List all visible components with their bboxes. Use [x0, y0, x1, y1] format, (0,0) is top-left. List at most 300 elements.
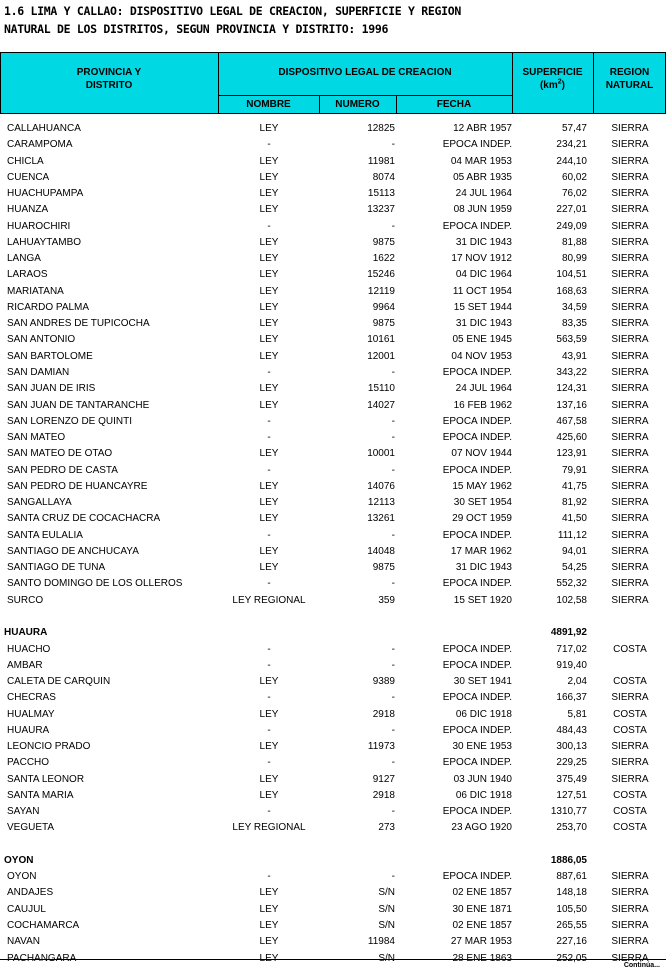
dispositivo-numero: 9875 — [372, 236, 395, 248]
table-row — [0, 398, 666, 414]
dispositivo-nombre: LEY — [259, 123, 279, 134]
dispositivo-numero: - — [391, 692, 395, 704]
district-name: HUALMAY — [7, 708, 55, 720]
dispositivo-nombre: - — [267, 578, 271, 590]
table-row — [0, 479, 666, 495]
region-value: SIERRA — [611, 253, 649, 265]
region-value: SIERRA — [611, 529, 649, 541]
district-name: SAN MATEO DE OTAO — [7, 448, 113, 460]
dispositivo-nombre: - — [267, 643, 271, 655]
table-row — [0, 739, 666, 755]
dispositivo-nombre: LEY — [259, 171, 279, 183]
superficie-value: 76,02 — [561, 188, 587, 200]
district-name: SAN BARTOLOME — [7, 350, 93, 362]
dispositivo-numero: 1622 — [372, 253, 395, 265]
district-name: SANTA LEONOR — [7, 773, 85, 785]
dispositivo-fecha: EPOCA INDEP. — [442, 757, 512, 769]
dispositivo-fecha: 31 DIC 1943 — [455, 236, 512, 248]
header-bottom-border — [0, 113, 666, 114]
table-row — [0, 707, 666, 723]
dispositivo-fecha: 07 NOV 1944 — [451, 448, 512, 460]
table-row — [0, 235, 666, 251]
region-value: SIERRA — [611, 383, 649, 395]
region-value: COSTA — [613, 822, 647, 834]
dispositivo-numero: 9875 — [372, 562, 395, 574]
dispositivo-fecha: 06 DIC 1918 — [455, 789, 512, 801]
dispositivo-nombre: LEY — [259, 480, 279, 492]
superficie-value: 887,61 — [556, 871, 587, 883]
dispositivo-nombre: LEY — [259, 253, 279, 265]
superficie-value: 425,60 — [556, 432, 587, 444]
superficie-value: 79,91 — [561, 464, 587, 476]
header-region — [593, 66, 666, 92]
superficie-value: 552,32 — [556, 578, 587, 590]
superficie-value: 265,55 — [556, 920, 587, 932]
table-row — [0, 528, 666, 544]
dispositivo-nombre: - — [267, 724, 271, 736]
table-row — [0, 755, 666, 771]
superficie-value: 104,51 — [556, 269, 587, 281]
dispositivo-nombre: LEY — [259, 562, 279, 574]
region-value: SIERRA — [611, 497, 649, 509]
district-name: RICARDO PALMA — [7, 301, 90, 313]
district-name: SAN MATEO — [7, 432, 66, 444]
dispositivo-numero: - — [391, 432, 395, 444]
region-value: SIERRA — [611, 399, 649, 411]
district-name: HUAROCHIRI — [7, 220, 71, 232]
superficie-value: 123,91 — [556, 448, 587, 460]
dispositivo-fecha: 30 SET 1954 — [453, 497, 512, 509]
superficie-value: 229,25 — [556, 757, 587, 769]
dispositivo-fecha: EPOCA INDEP. — [442, 415, 512, 427]
dispositivo-numero: - — [391, 529, 395, 541]
region-value: SIERRA — [611, 594, 649, 606]
header-region-line2: NATURAL — [605, 80, 654, 91]
region-value: SIERRA — [611, 757, 649, 769]
header-numero: NUMERO — [335, 99, 380, 110]
dispositivo-nombre: - — [267, 432, 271, 444]
dispositivo-fecha: EPOCA INDEP. — [442, 643, 512, 655]
superficie-value: 41,50 — [561, 513, 587, 525]
district-name: AMBAR — [7, 659, 43, 671]
dispositivo-nombre: LEY — [259, 920, 279, 932]
region-value: SIERRA — [611, 887, 649, 899]
region-value: COSTA — [613, 643, 647, 655]
dispositivo-numero: 2918 — [372, 789, 395, 801]
dispositivo-fecha: 24 JUL 1964 — [455, 188, 512, 200]
dispositivo-nombre: LEY — [259, 936, 279, 948]
district-name: SAN PEDRO DE CASTA — [7, 464, 118, 476]
dispositivo-nombre: LEY — [259, 676, 279, 688]
dispositivo-nombre: LEY — [259, 236, 279, 248]
superficie-value: 43,91 — [561, 350, 587, 362]
dispositivo-numero: - — [391, 871, 395, 883]
superficie-value: 80,99 — [561, 253, 587, 265]
dispositivo-fecha: 04 DIC 1964 — [455, 269, 512, 281]
dispositivo-nombre: LEY — [259, 350, 279, 362]
table-row — [0, 918, 666, 934]
header-provincia-line1: PROVINCIA Y — [76, 67, 142, 78]
superficie-value: 111,12 — [557, 529, 587, 541]
region-value: SIERRA — [611, 448, 649, 460]
region-value: SIERRA — [611, 903, 649, 915]
table-row — [0, 186, 666, 202]
table-row — [0, 869, 666, 885]
region-value: SIERRA — [611, 366, 649, 378]
dispositivo-numero: 14027 — [367, 399, 395, 411]
dispositivo-numero: - — [391, 806, 395, 818]
region-value: COSTA — [613, 789, 647, 801]
district-name: LAHUAYTAMBO — [7, 236, 82, 248]
region-value: SIERRA — [611, 123, 649, 134]
dispositivo-fecha: 12 ABR 1957 — [453, 123, 512, 134]
dispositivo-fecha: EPOCA INDEP. — [442, 432, 512, 444]
dispositivo-numero: 12001 — [367, 350, 395, 362]
dispositivo-numero: 12113 — [367, 497, 395, 509]
district-name: HUANZA — [7, 204, 49, 216]
region-value: SIERRA — [611, 334, 649, 346]
dispositivo-fecha: 27 MAR 1953 — [450, 936, 512, 948]
header-superficie-unit — [512, 79, 593, 92]
table-row — [0, 332, 666, 348]
superficie-value: 919,40 — [556, 659, 587, 671]
dispositivo-numero: 11984 — [367, 936, 395, 948]
district-name: VEGUETA — [7, 822, 55, 834]
superficie-value: 105,50 — [556, 903, 587, 915]
superficie-value: 249,09 — [556, 220, 587, 232]
dispositivo-fecha: 16 FEB 1962 — [453, 399, 512, 411]
dispositivo-numero: 10001 — [367, 448, 395, 460]
dispositivo-nombre: LEY — [259, 301, 279, 313]
region-value: SIERRA — [611, 188, 649, 200]
district-name: PACCHO — [7, 757, 50, 769]
dispositivo-nombre: - — [267, 464, 271, 476]
region-value: SIERRA — [611, 545, 649, 557]
superficie-value: 1886,05 — [550, 854, 587, 866]
dispositivo-numero: 8074 — [372, 171, 395, 183]
district-name: SANTIAGO DE TUNA — [7, 562, 106, 574]
dispositivo-numero: 14048 — [367, 545, 395, 557]
dispositivo-numero: - — [391, 643, 395, 655]
dispositivo-fecha: 30 SET 1941 — [453, 676, 512, 688]
superficie-value: 34,59 — [561, 301, 587, 313]
district-name: SAN JUAN DE IRIS — [7, 383, 96, 395]
dispositivo-nombre: LEY — [259, 513, 279, 525]
table-row — [0, 642, 666, 658]
region-value: SIERRA — [611, 871, 649, 883]
header-top-border — [0, 52, 666, 53]
dispositivo-fecha: EPOCA INDEP. — [442, 366, 512, 378]
dispositivo-fecha: EPOCA INDEP. — [442, 578, 512, 590]
district-name: CALLAHUANCA — [7, 123, 81, 134]
table-row — [0, 723, 666, 739]
dispositivo-nombre: LEY — [259, 155, 279, 167]
header-fecha: FECHA — [436, 99, 472, 110]
dispositivo-fecha: EPOCA INDEP. — [442, 659, 512, 671]
table-header — [0, 52, 666, 114]
region-value: COSTA — [613, 724, 647, 736]
superficie-value: 83,35 — [561, 318, 587, 330]
dispositivo-nombre: LEY — [259, 903, 279, 915]
dispositivo-numero: S/N — [378, 887, 395, 899]
region-value: SIERRA — [611, 562, 649, 574]
superficie-value: 102,58 — [556, 594, 587, 606]
region-value: SIERRA — [611, 350, 649, 362]
region-value: SIERRA — [611, 692, 649, 704]
region-value: SIERRA — [611, 513, 649, 525]
superficie-value: 60,02 — [561, 171, 587, 183]
region-value: SIERRA — [611, 432, 649, 444]
table-row — [0, 934, 666, 950]
dispositivo-numero: 14076 — [367, 480, 395, 492]
dispositivo-fecha: 04 MAR 1953 — [450, 155, 512, 167]
superficie-value: 467,58 — [556, 415, 587, 427]
district-name: SAYAN — [7, 806, 40, 818]
superficie-value: 137,16 — [556, 399, 587, 411]
dispositivo-fecha: 08 JUN 1959 — [453, 204, 512, 216]
dispositivo-fecha: 02 ENE 1857 — [452, 887, 512, 899]
table-row — [0, 219, 666, 235]
dispositivo-nombre: LEY — [259, 708, 279, 720]
table-body — [0, 121, 666, 967]
dispositivo-nombre: LEY — [259, 399, 279, 411]
region-value: SIERRA — [611, 920, 649, 932]
superficie-value: 57,47 — [561, 123, 587, 134]
region-value: SIERRA — [611, 464, 649, 476]
dispositivo-numero: - — [391, 139, 395, 151]
dispositivo-fecha: 04 NOV 1953 — [451, 350, 512, 362]
table-row — [0, 690, 666, 706]
dispositivo-fecha: EPOCA INDEP. — [442, 529, 512, 541]
dispositivo-nombre: LEY — [259, 334, 279, 346]
table-row — [0, 365, 666, 381]
table-row — [0, 674, 666, 690]
table-row — [0, 284, 666, 300]
region-value: SIERRA — [611, 741, 649, 753]
table-row — [0, 788, 666, 804]
superficie-value: 484,43 — [556, 724, 587, 736]
district-name: CUENCA — [7, 171, 50, 183]
superficie-value: 227,01 — [556, 204, 587, 216]
dispositivo-numero: 359 — [378, 594, 395, 606]
region-value: SIERRA — [611, 285, 649, 297]
table-row — [0, 121, 666, 137]
table-row — [0, 463, 666, 479]
dispositivo-fecha: 29 OCT 1959 — [452, 513, 512, 525]
superficie-value: 244,10 — [556, 155, 587, 167]
dispositivo-fecha: 02 ENE 1857 — [452, 920, 512, 932]
dispositivo-numero: 9964 — [372, 301, 395, 313]
table-bottom-border — [0, 959, 666, 960]
district-name: SAN DAMIAN — [7, 366, 70, 378]
header-dispositivo: DISPOSITIVO LEGAL DE CREACION — [278, 67, 452, 78]
district-name: OYON — [4, 854, 34, 866]
region-value: SIERRA — [611, 415, 649, 427]
dispositivo-numero: 15110 — [367, 383, 395, 395]
table-row — [0, 772, 666, 788]
district-name: LEONCIO PRADO — [7, 741, 91, 753]
table-row — [0, 902, 666, 918]
superficie-value: 2,04 — [567, 676, 587, 688]
dispositivo-numero: 11981 — [367, 155, 395, 167]
dispositivo-fecha: 15 SET 1920 — [453, 594, 512, 606]
dispositivo-numero: S/N — [378, 903, 395, 915]
dispositivo-numero: - — [391, 415, 395, 427]
table-row — [0, 593, 666, 609]
title-line-2: NATURAL DE LOS DISTRITOS, SEGUN PROVINCIA Y DISTRITO: 1996 — [4, 22, 389, 36]
district-name: SAN JUAN DE TANTARANCHE — [7, 399, 150, 411]
district-name: LANGA — [7, 253, 41, 265]
unit-close: ) — [561, 80, 566, 91]
dispositivo-fecha: 15 SET 1944 — [453, 301, 512, 313]
dispositivo-numero: 12825 — [367, 123, 395, 134]
dispositivo-fecha: 03 JUN 1940 — [453, 773, 512, 785]
dispositivo-numero: S/N — [378, 920, 395, 932]
header-sub-divider — [218, 95, 512, 96]
dispositivo-fecha: 15 MAY 1962 — [452, 480, 512, 492]
district-name: SANGALLAYA — [7, 497, 72, 509]
dispositivo-nombre: - — [267, 757, 271, 769]
dispositivo-nombre: - — [267, 220, 271, 232]
dispositivo-fecha: EPOCA INDEP. — [442, 806, 512, 818]
district-name: ANDAJES — [7, 887, 54, 899]
province-row — [0, 625, 666, 641]
dispositivo-nombre: LEY — [259, 188, 279, 200]
region-value: SIERRA — [611, 578, 649, 590]
table-row — [0, 381, 666, 397]
dispositivo-nombre: - — [267, 415, 271, 427]
dispositivo-numero: 2918 — [372, 708, 395, 720]
dispositivo-nombre: LEY — [259, 741, 279, 753]
district-name: HUAURA — [7, 724, 50, 736]
region-value: SIERRA — [611, 269, 649, 281]
district-name: CARAMPOMA — [7, 139, 73, 151]
table-row — [0, 837, 666, 853]
dispositivo-nombre: LEY — [259, 887, 279, 899]
dispositivo-fecha: 24 JUL 1964 — [455, 383, 512, 395]
district-name: CHICLA — [7, 155, 44, 167]
dispositivo-fecha: 06 DIC 1918 — [455, 708, 512, 720]
superficie-value: 343,22 — [556, 366, 587, 378]
dispositivo-fecha: 11 OCT 1954 — [452, 285, 512, 297]
header-region-line1: REGION — [609, 67, 650, 78]
dispositivo-nombre: LEY — [259, 773, 279, 785]
dispositivo-fecha: 05 ENE 1945 — [452, 334, 512, 346]
superficie-value: 234,21 — [556, 139, 587, 151]
dispositivo-fecha: EPOCA INDEP. — [442, 692, 512, 704]
superficie-value: 166,37 — [556, 692, 587, 704]
dispositivo-numero: 13261 — [367, 513, 395, 525]
region-value: SIERRA — [611, 773, 649, 785]
dispositivo-numero: - — [391, 659, 395, 671]
dispositivo-numero: - — [391, 578, 395, 590]
dispositivo-numero: 9389 — [372, 676, 395, 688]
dispositivo-nombre: - — [267, 529, 271, 541]
district-name: NAVAN — [7, 936, 40, 948]
dispositivo-fecha: EPOCA INDEP. — [442, 871, 512, 883]
dispositivo-numero: 15246 — [367, 269, 395, 281]
region-value: SIERRA — [611, 480, 649, 492]
dispositivo-numero: 273 — [378, 822, 395, 834]
header-nombre: NOMBRE — [246, 99, 291, 110]
dispositivo-fecha: 17 NOV 1912 — [451, 253, 512, 265]
province-row — [0, 853, 666, 869]
superficie-value: 54,25 — [561, 562, 587, 574]
table-row — [0, 495, 666, 511]
header-provincia — [0, 66, 218, 92]
header-superficie — [512, 66, 593, 92]
superficie-value: 253,70 — [556, 822, 587, 834]
dispositivo-fecha: 31 DIC 1943 — [455, 562, 512, 574]
table-row — [0, 820, 666, 836]
region-value: SIERRA — [611, 171, 649, 183]
table-row — [0, 267, 666, 283]
table-row — [0, 446, 666, 462]
table-row — [0, 154, 666, 170]
dispositivo-numero: 9875 — [372, 318, 395, 330]
dispositivo-nombre: LEY REGIONAL — [232, 594, 306, 606]
district-name: OYON — [7, 871, 37, 883]
table-row — [0, 414, 666, 430]
table-row — [0, 576, 666, 592]
header-provincia-line2: DISTRITO — [85, 80, 133, 91]
table-row — [0, 316, 666, 332]
dispositivo-numero: - — [391, 366, 395, 378]
region-value: SIERRA — [611, 936, 649, 948]
region-value: SIERRA — [611, 318, 649, 330]
dispositivo-fecha: EPOCA INDEP. — [442, 724, 512, 736]
dispositivo-nombre: - — [267, 139, 271, 151]
header-superficie-label: SUPERFICIE — [522, 67, 583, 78]
region-value: SIERRA — [611, 236, 649, 248]
continua-note: Continúa... — [623, 962, 660, 969]
dispositivo-nombre: - — [267, 806, 271, 818]
superficie-value: 124,31 — [556, 383, 587, 395]
unit-open: (km — [539, 80, 558, 91]
superficie-value: 1310,77 — [550, 806, 587, 818]
region-value: SIERRA — [611, 204, 649, 216]
district-name: SANTO DOMINGO DE LOS OLLEROS — [7, 578, 183, 590]
region-value: SIERRA — [611, 155, 649, 167]
dispositivo-nombre: LEY — [259, 497, 279, 509]
dispositivo-nombre: LEY — [259, 204, 279, 216]
table-row — [0, 658, 666, 674]
dispositivo-numero: - — [391, 464, 395, 476]
dispositivo-fecha: EPOCA INDEP. — [442, 139, 512, 151]
table-row — [0, 544, 666, 560]
table-row — [0, 885, 666, 901]
superficie-value: 563,59 — [556, 334, 587, 346]
table-row — [0, 137, 666, 153]
dispositivo-fecha: 31 DIC 1943 — [455, 318, 512, 330]
table-row — [0, 511, 666, 527]
district-name: LARAOS — [7, 269, 48, 281]
district-name: HUACHUPAMPA — [7, 188, 84, 200]
superficie-value: 300,13 — [556, 741, 587, 753]
table-row — [0, 804, 666, 820]
superficie-value: 41,75 — [561, 480, 587, 492]
dispositivo-nombre: LEY — [259, 269, 279, 281]
dispositivo-fecha: 05 ABR 1935 — [453, 171, 512, 183]
table-row — [0, 300, 666, 316]
dispositivo-numero: 11973 — [367, 741, 395, 753]
dispositivo-nombre: - — [267, 871, 271, 883]
district-name: CHECRAS — [7, 692, 56, 704]
superficie-value: 81,92 — [561, 497, 587, 509]
district-name: SANTIAGO DE ANCHUCAYA — [7, 545, 139, 557]
district-name: HUACHO — [7, 643, 51, 655]
region-value: SIERRA — [611, 301, 649, 313]
